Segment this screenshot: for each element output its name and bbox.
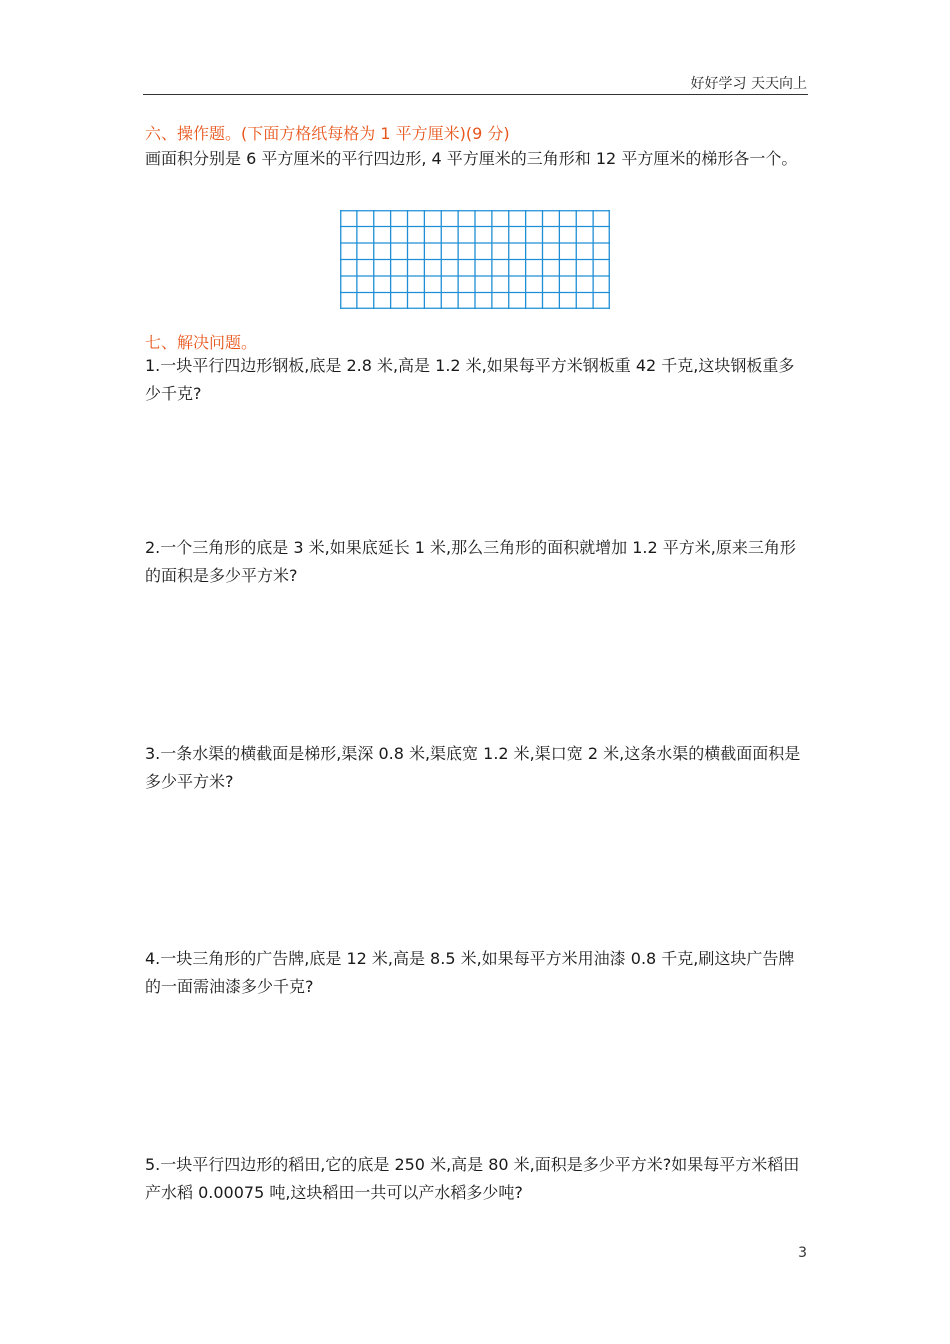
problem-4: 4.一块三角形的广告牌,底是 12 米,高是 8.5 米,如果每平方米用油漆 0.8 千克,刷这块广告牌的一面需油漆多少千克? — [145, 949, 795, 996]
page-header-text: 好好学习 天天向上 — [690, 76, 807, 92]
problem-2: 2.一个三角形的底是 3 米,如果底延长 1 米,那么三角形的面积就增加 1.2 平方米,原来三角形的面积是多少平方米? — [145, 538, 796, 585]
problem-1: 1.一块平行四边形钢板,底是 2.8 米,高是 1.2 米,如果每平方米钢板重 42 千克,这块钢板重多少千克? — [145, 356, 795, 403]
section-6-title: 六、操作题。(下面方格纸每格为 1 平方厘米)(9 分) — [145, 124, 510, 143]
section-6-instruction: 画面积分别是 6 平方厘米的平行四边形, 4 平方厘米的三角形和 12 平方厘米的梯形各一个。 — [145, 149, 798, 168]
section-7-title: 七、解决问题。 — [145, 333, 258, 352]
header-divider — [143, 94, 808, 95]
problem-3: 3.一条水渠的横截面是梯形,渠深 0.8 米,渠底宽 1.2 米,渠口宽 2 米,这条水渠的横截面面积是多少平方米? — [145, 744, 801, 791]
problem-5: 5.一块平行四边形的稻田,它的底是 250 米,高是 80 米,面积是多少平方米?如果每平方米稻田产水稻 0.00075 吨,这块稻田一共可以产水稻多少吨? — [145, 1155, 800, 1202]
page-number: 3 — [798, 1245, 807, 1261]
square-grid-paper — [340, 210, 610, 309]
